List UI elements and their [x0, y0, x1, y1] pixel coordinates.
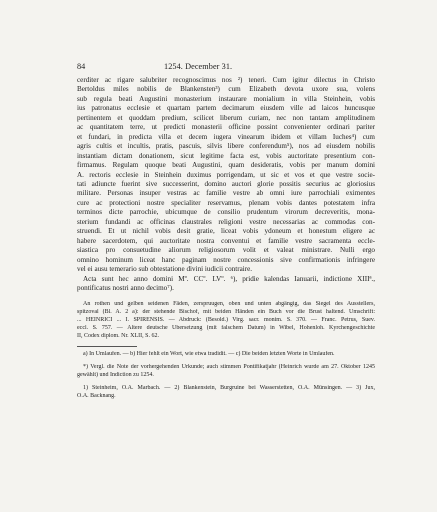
text-line: terminos dicte parrochie, ubicumque de consilio prudentum virorum decreveritis, mona-	[77, 208, 375, 217]
text-line: cerditer ac rigare salubriter recognoscimus nos ²) teneri. Cum igitur dilectus in Christo	[77, 76, 375, 84]
text-line: Bertoldus miles nobilis de Blankensten³) cum Elizabeth devota uxore sua, volens	[77, 85, 375, 94]
closing-line: Acta sunt hec anno domini Mº. CCº. LVº. ⁶), pridie kalendas Ianuarii, indictione XIIIª.,	[83, 274, 375, 283]
footnote-numbered: O.A. Backnang.	[77, 392, 116, 399]
running-header	[77, 62, 375, 72]
text-line: firmamus. Regulam quoque beati Augustini, quam desideratis, vobis per manum domini	[77, 161, 375, 170]
text-line: habere sacerdotem, qui auctoritate nostra conventui et familie vestre sacramenta eccle-	[77, 236, 375, 245]
text-line: siastica pro consuetudine aliorum religiosorum volit et valeat ministrare. Nulli ergo	[77, 246, 375, 255]
page-number: 84	[77, 62, 86, 71]
description-line: spitzoval (Bl. A. 2 a): der stehende Bischof, mit beiden Händen ein Buch vor die Brust haltend. Umschrift:	[77, 309, 375, 316]
text-line: sub regula beati Augustini monasterium instaurare monialium in villa Steinhein, vobis	[77, 94, 375, 103]
text-line: cure ac protectioni nostre specialiter reservamus, plenam vobis dantes potestatem infra	[77, 198, 375, 207]
description-line: eccl. S. 757. — Ältere deutsche Übersetzung (mit falschem Datum) in Wibel, Hohenloh. Kyrchengeschichte	[77, 324, 375, 331]
footnote-star: gewählt) und Indiction zu 1254.	[77, 372, 154, 378]
text-line: omnino hominum liceat hanc paginam nostre concessionis sive confirmationis infringere	[77, 255, 375, 264]
text-line: militare. Personas insuper vestras ac familie vestre ab omni iure parrochiali eximentes	[77, 189, 375, 198]
description-line: ... HEINRICI ... I. SPIRENSIS. — Abdruck: (Besold.) Virg. sacr. monim. S. 370. — Franc. Petrus, Suev.	[77, 317, 375, 324]
seal-description	[77, 301, 375, 340]
footnote-rule	[77, 346, 137, 347]
footnote-star: *) Vergl. die Note der vorhergehenden Urkunde; auch stimmen Pontifikatjahr (Heinrich wurde am 27. Oktober 1245	[83, 364, 375, 371]
description-line: II, Codex diplom. Nr. XLII, S. 62.	[77, 332, 159, 339]
charter-text	[77, 76, 375, 293]
text-line: A. rectoris ecclesie in Steinhein duximus porrigendam, ut sic et vos et que vestre socie-	[77, 170, 375, 179]
text-line: struendi. Et ut nichil vobis desit gratie, liceat vobis ydoneum et honestum eligere ac	[77, 227, 375, 236]
text-line: ac quantitatem terre, ut predicti monasterii officine possint convenienter ordinari pariter	[77, 123, 375, 132]
closing-line: pontificatus nostri anno decimo⁷).	[77, 283, 174, 292]
text-line: pertinentem et quoddam predium, scilicet liberum curiam, nec non tantam amplitudinem	[77, 113, 375, 122]
text-line: et fundari, in predicta villa et decem iugera vinearum ibidem et villam Iuches⁴) cum	[77, 132, 375, 141]
text-line: vel ei ausu temerario sub obtestatione divini iudicii contraire.	[77, 265, 253, 274]
footnote-a: a) In Umlaufen. — b) Hier fehlt ein Wort, wie etwa tradidit. — c) Die beiden letzten Worte in Umlaufen.	[83, 351, 335, 358]
text-line: ius patronatus ecclesie et quartam partem decimarum eiusdem ville ad laicos huncusque	[77, 104, 375, 113]
text-line: tati adiuncte fuerint sive successerint, domino auctori glorie possitis securius ac gloriosius	[77, 179, 375, 188]
textual-notes	[77, 351, 375, 400]
text-line: instantiam dictam donationem, sicut legitime facta est, vobis auctoritate presentium con-	[77, 151, 375, 160]
description-line: An rothen und gelben seidenen Fäden, zerspruugen, oben und unten abgängig, das Siegel des Ausstellers,	[83, 301, 375, 308]
footnote-numbered: 1) Steinheim, O.A. Marbach. — 2) Blankenstein, Burgruine bei Wasserstetten, O.A. Münsingen. — 3) Jux,	[83, 384, 375, 391]
header-date: 1254. December 31.	[164, 62, 233, 71]
text-line: sterium fundandi ac officinas claustrales religioni vestre necessarias ac commodas con-	[77, 217, 375, 226]
text-line: agris cultis et incultis, pratis, pascuis, silvis libere conferendum⁵), nos ad eiusdem nobilis	[77, 142, 375, 151]
